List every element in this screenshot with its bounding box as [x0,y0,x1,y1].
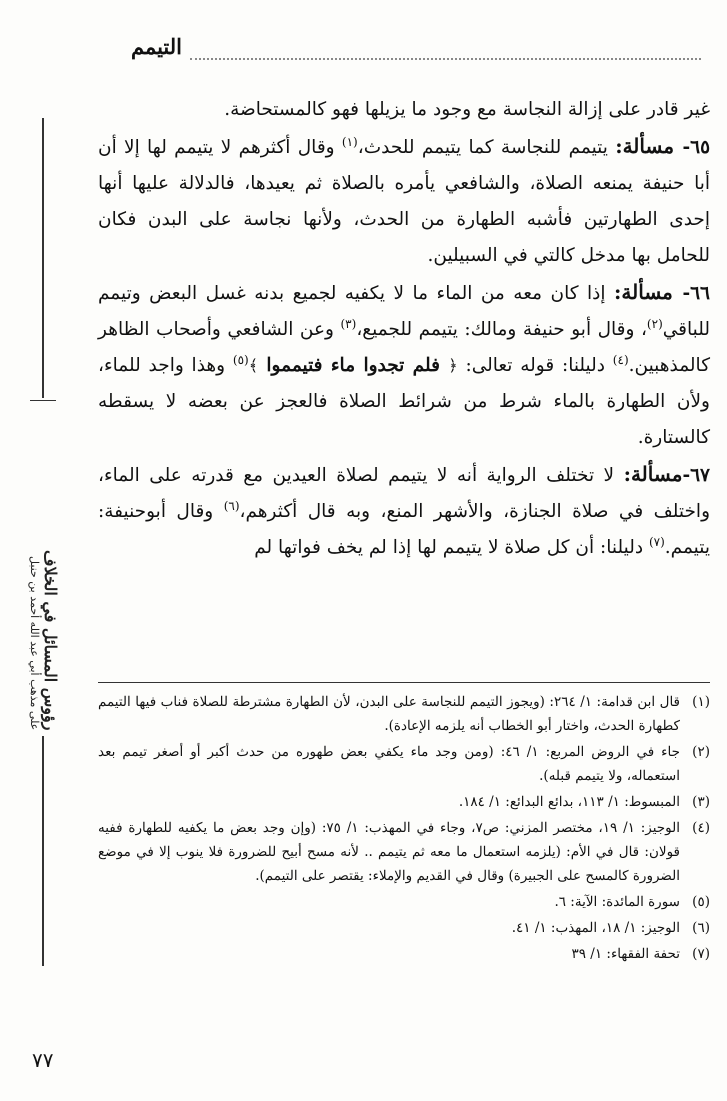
footnote [98,790,710,814]
footnote-text: سورة المائدة: الآية: ٦. [554,894,680,910]
paragraph [98,128,710,274]
footnote-number: (٦) [692,920,710,936]
issue-number: ٦٥- [682,137,711,158]
footnote-number: (٣) [692,794,710,810]
text-run: وقال أكثرهم لا يتيمم لها إلا أن أبا حنيفة يمنعه الصلاة، والشافعي يأمره بالصلاة ثم يعيدها، فالدلالة عليها أنها إحدى الطهارتين فأشبه الطهارة من الحدث، ولأنها نجاسة على البدن فكان للحامل بها مدخل كالتي في السبيلين. [98,137,710,266]
footnote-ref: (٤) [612,352,629,367]
footnote-ref: (٣) [340,316,357,331]
paragraph [98,274,710,456]
footnote-text: الوجيز: ١/ ١٨، المهذب: ١/ ٤١. [511,920,680,936]
footnote [98,740,710,788]
running-header-title: التيمم [130,34,182,59]
text-run: دليلنا: قوله تعالى: [457,355,613,376]
margin-rule-bottom [42,736,44,966]
issue-label: مسألة: [614,280,683,304]
footnote-text: جاء في الروض المربع: ١/ ٤٦: (ومن وجد ماء يكفي بعض طهوره من حدث أكبر أو أصغر تيمم بعد استعماله، ولا يتيمم قبله). [98,744,680,784]
margin-rule-top [42,118,44,398]
text-run: إذا كان معه من الماء ما لا يكفيه لجميع بدنه غسل البعض وتيمم للباقي [98,283,710,340]
text-run: يتيمم للنجاسة كما يتيمم للحدث، [357,137,616,158]
footnote-ref: (١) [341,134,358,149]
footnote [98,916,710,940]
footnote-ref: (٥) [232,352,249,367]
footnote-ref: (٧) [648,534,665,549]
footnote [98,890,710,914]
footnote-text: الوجيز: ١/ ١٩، مختصر المزني: ص٧، وجاء في المهذب: ١/ ٧٥: (وإن وجد بعض ما يكفيه للطهارة ففيه قولان: قال في الأم: (يلزمه استعمال ما معه ثم يتيمم .. لأنه مسح أبيح للضرورة فلا ينوب إلا في موضع الضرورة كالمسح على الجبيرة) وقال في القديم والإملاء: يقتصر على التيمم). [98,820,680,884]
footnote-text: تحفة الفقهاء: ١/ ٣٩ [571,946,680,962]
margin-divider [30,400,56,401]
main-text [98,92,710,566]
footnote-number: (٢) [692,744,710,760]
footnote [98,942,710,966]
text-run: لا تختلف الرواية أنه لا يتيمم لصلاة العيدين مع قدرته على الماء، واختلف في صلاة الجنازة، والأشهر المنع، وبه قال أكثرهم، [98,465,710,522]
verse-bracket: ﴿ [448,356,458,375]
side-book-title-main: رؤوس المسائل في الخلاف [41,549,60,730]
footnote-ref: (٦) [223,498,240,513]
footnote-number: (٤) [692,820,710,836]
issue-number: ٦٧- [682,465,710,486]
issue-label: مسألة: [615,134,683,158]
footnote-rule [98,682,710,683]
footnote-number: (٥) [692,894,710,910]
footnote-number: (١) [692,694,710,710]
verse-bracket: ﴾ [248,356,259,375]
text-run: وهذا واجد للماء، ولأن الطهارة بالماء شرط من شرائط الصلاة فالعجز عن بعضه لا يسقطه كالستارة. [98,355,710,448]
paragraph [98,92,710,128]
issue-number: ٦٦- [682,283,710,304]
quran-verse: فلم تجدوا ماء فتيمموا [258,355,449,376]
text-run: غير قادر على إزالة النجاسة مع وجود ما يزيلها فهو كالمستحاضة. [224,99,710,120]
footnote-ref: (٢) [646,316,663,331]
page-number: ٧٧ [32,1048,54,1072]
side-book-title [20,405,68,730]
paragraph [98,456,710,566]
text-run: وعن الشافعي وأصحاب الظاهر كالمذهبين. [98,319,710,376]
footnote [98,816,710,888]
text-run: ، وقال أبو حنيفة ومالك: يتيمم للجميع، [356,319,647,340]
footnote [98,690,710,738]
text-run: وقال أبوحنيفة: يتيمم. [98,501,710,558]
footnotes [98,690,710,968]
footnote-number: (٧) [692,946,710,962]
footnote-text: قال ابن قدامة: ١/ ٢٦٤: (ويجوز التيمم للنجاسة على البدن، لأن الطهارة مشترطة للصلاة فناب فيها التيمم كطهارة الحدث، واختار أبو الخطاب أنه يلزمه الإعادة). [98,694,681,734]
header-rule [190,58,701,60]
footnote-text: المبسوط: ١/ ١١٣، بدائع البدائع: ١/ ١٨٤. [458,794,680,810]
side-book-subtitle: على مذهب أبي عبد الله أحمد بن حنبل [28,555,41,730]
issue-label: مسألة: [623,462,683,486]
text-run: دليلنا: أن كل صلاة لا يتيمم لها إذا لم يخف فواتها لم [254,537,649,558]
